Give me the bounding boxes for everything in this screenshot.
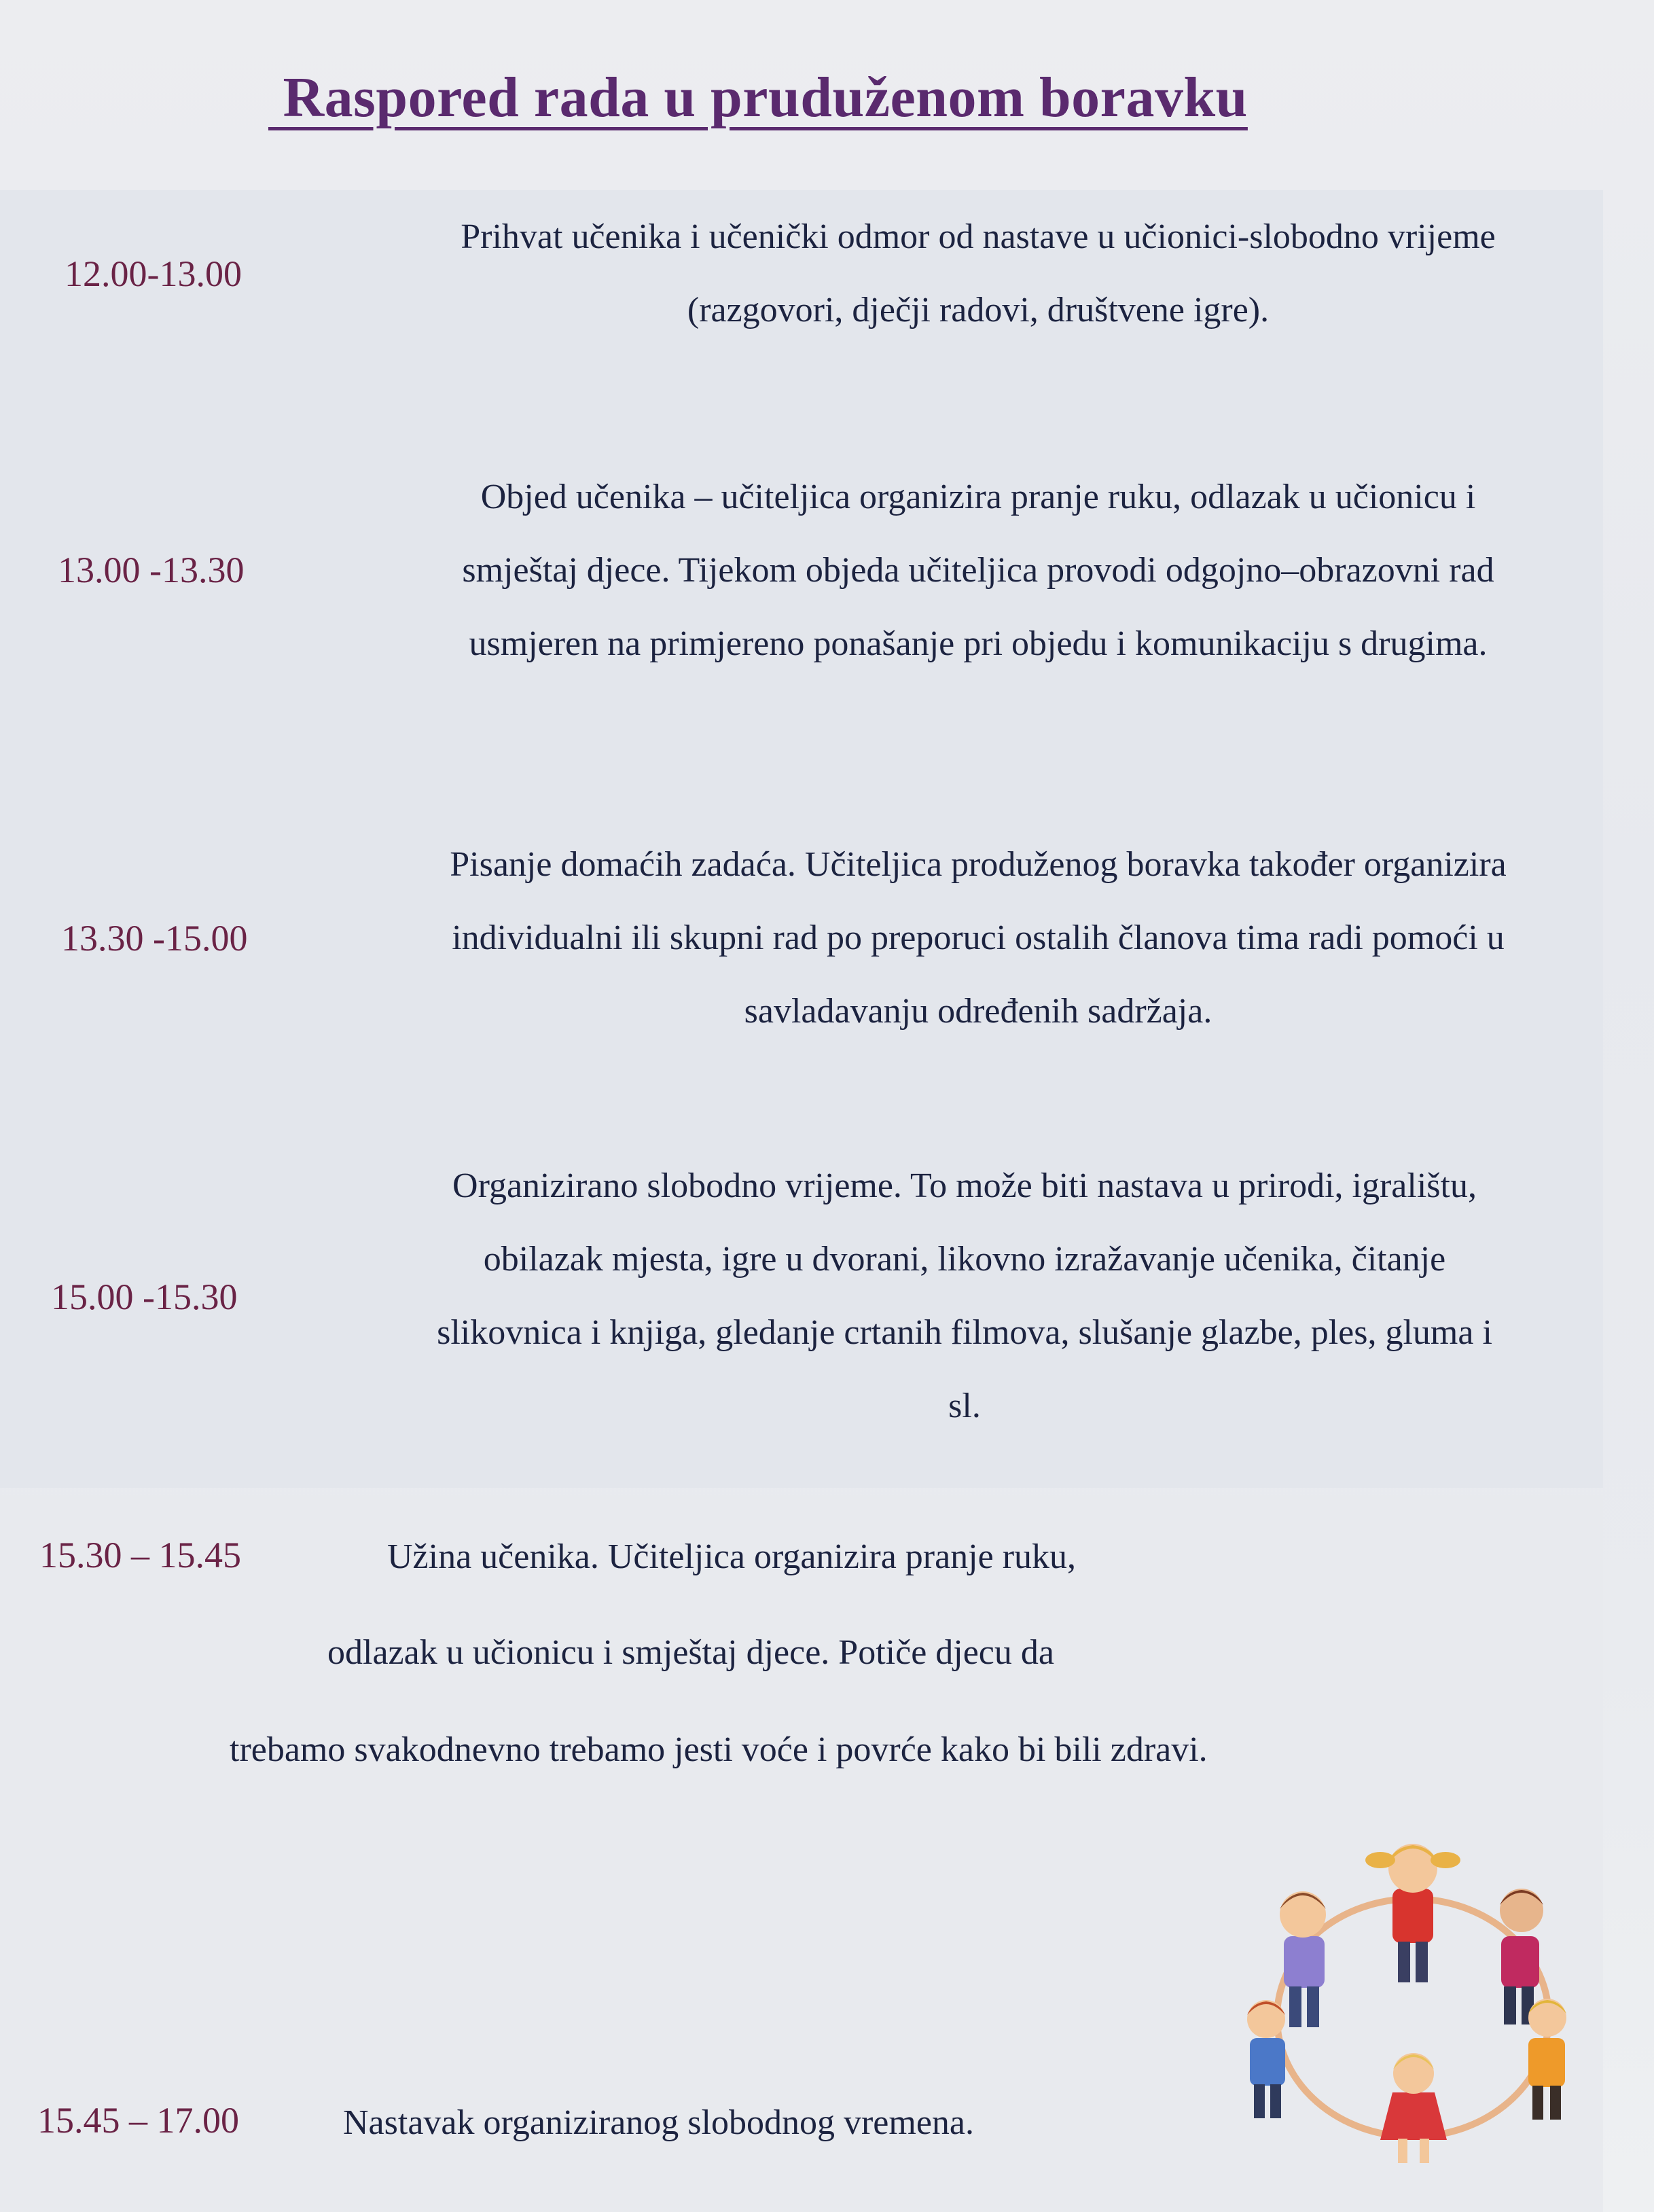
description-line: obilazak mjesta, igre u dvorani, likovno izražavanje učenika, čitanje: [483, 1240, 1446, 1279]
schedule-time-5: 15.30 – 15.45: [39, 1535, 241, 1575]
description-line: (razgovori, dječji radovi, društvene igre).: [687, 291, 1270, 329]
description-line: Objed učenika – učiteljica organizira pranje ruku, odlazak u učionicu i: [480, 478, 1476, 516]
description-line: slikovnica i knjiga, gledanje crtanih filmova, slušanje glazbe, ples, gluma i: [437, 1313, 1492, 1352]
schedule-description-4: [312, 1149, 1617, 1443]
schedule-time-3: 13.30 -15.00: [61, 918, 248, 959]
description-line: odlazak u učionicu i smještaj djece. Potiče djecu da: [327, 1633, 1054, 1672]
schedule-time-6: 15.45 – 17.00: [37, 2100, 239, 2141]
schedule-time-4: 15.00 -15.30: [51, 1277, 238, 1317]
description-line: individualni ili skupni rad po preporuci ostalih članova tima radi pomoći u: [452, 918, 1505, 957]
schedule-time-2: 13.00 -13.30: [58, 550, 245, 590]
schedule-description-2: [326, 461, 1630, 681]
description-line: Nastavak organiziranog slobodnog vremena.: [343, 2103, 974, 2142]
schedule-time-1: 12.00-13.00: [65, 253, 242, 294]
description-line: Pisanje domaćih zadaća. Učiteljica produženog boravka također organizira: [450, 845, 1507, 884]
description-line: trebamo svakodnevno trebamo jesti voće i povrće kako bi bili zdravi.: [230, 1730, 1208, 1769]
description-line: Organizirano slobodno vrijeme. To može biti nastava u prirodi, igralištu,: [452, 1166, 1477, 1205]
description-line: smještaj djece. Tijekom objeda učiteljica provodi odgojno–obrazovni rad: [462, 551, 1494, 590]
schedule-description-3: [326, 828, 1630, 1048]
schedule-description-1: [326, 200, 1630, 347]
description-line: usmjeren na primjereno ponašanje pri objedu i komunikaciju s drugima.: [469, 624, 1488, 663]
children-circle-icon: [1223, 1821, 1603, 2174]
page-title: Raspored rada u pruduženom boravku: [268, 66, 1248, 129]
description-line: Užina učenika. Učiteljica organizira pranje ruku,: [387, 1537, 1077, 1576]
description-line: savladavanju određenih sadržaja.: [744, 992, 1212, 1031]
description-line: Prihvat učenika i učenički odmor od nastave u učionici-slobodno vrijeme: [461, 217, 1496, 256]
description-line: sl.: [948, 1387, 981, 1425]
